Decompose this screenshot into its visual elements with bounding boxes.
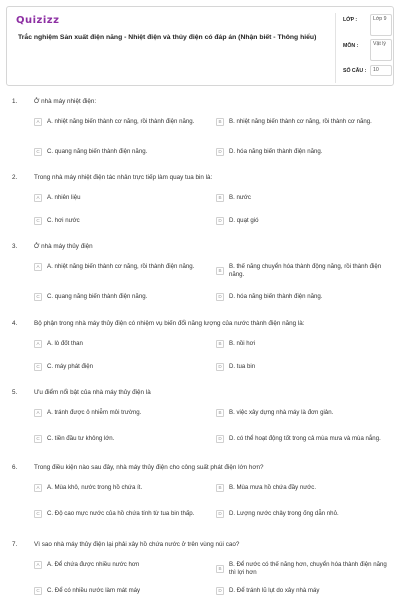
choice-text: C. quang năng biến thành điện năng.: [47, 148, 148, 156]
choice-letter-box: C: [34, 217, 42, 225]
choice-text: D. Để tránh lũ lụt do xây nhà máy: [229, 587, 320, 595]
choice-d[interactable]: [216, 217, 392, 225]
choice-b[interactable]: [216, 263, 392, 279]
question-number: 4.: [12, 320, 18, 327]
question-count-value: 10: [370, 65, 392, 76]
choice-letter-box: A: [34, 194, 42, 202]
choice-b[interactable]: [216, 340, 392, 348]
choice-text: D. quạt gió: [229, 217, 259, 225]
choice-letter-box: B: [216, 118, 224, 126]
question-number: 6.: [12, 464, 18, 471]
choice-letter-box: A: [34, 118, 42, 126]
choice-c[interactable]: [34, 510, 204, 518]
choice-text: A. Mùa khô, nước trong hồ chứa ít.: [47, 484, 143, 492]
choice-b[interactable]: [216, 561, 392, 577]
choice-letter-box: D: [216, 587, 224, 595]
choice-text: A. tránh được ô nhiễm môi trường.: [47, 409, 142, 417]
choice-letter-box: A: [34, 409, 42, 417]
question-count-label: SỐ CÂU :: [343, 68, 367, 74]
choice-text: C. Để có nhiều nước làm mát máy: [47, 587, 141, 595]
question-text: Ở nhà máy thủy điện: [34, 243, 93, 250]
choice-b[interactable]: [216, 409, 392, 417]
choice-a[interactable]: [34, 484, 204, 492]
choice-letter-box: C: [34, 435, 42, 443]
choice-letter-box: D: [216, 217, 224, 225]
choice-text: C. hơi nước: [47, 217, 80, 225]
choice-letter-box: D: [216, 148, 224, 156]
choice-a[interactable]: [34, 263, 204, 271]
choice-letter-box: D: [216, 510, 224, 518]
choice-c[interactable]: [34, 217, 204, 225]
choice-c[interactable]: [34, 363, 204, 371]
choice-a[interactable]: [34, 561, 204, 569]
choice-d[interactable]: [216, 148, 392, 156]
question-number: 3.: [12, 243, 18, 250]
choice-text: B. thế năng chuyển hóa thành động năng, rồi thành điện năng.: [229, 263, 382, 278]
choice-d[interactable]: [216, 435, 392, 443]
grade-label: LỚP :: [343, 17, 358, 23]
choice-letter-box: B: [216, 409, 224, 417]
choice-text: B. nước: [229, 194, 251, 202]
grade-value: Lớp 9: [370, 14, 392, 36]
choice-text: B. nồi hơi: [229, 340, 256, 348]
choice-text: D. hóa năng biến thành điện năng.: [229, 148, 323, 156]
subject-value: Vật lý: [370, 39, 392, 61]
choice-c[interactable]: [34, 435, 204, 443]
worksheet-header: [6, 6, 394, 86]
choice-b[interactable]: [216, 484, 392, 492]
question-text: Trong nhà máy nhiệt điện tác nhân trực tiếp làm quay tua bin là:: [34, 174, 213, 181]
choice-text: C. Độ cao mực nước của hồ chứa tính từ tua bin thấp.: [47, 510, 195, 518]
question-text: Ở nhà máy nhiệt điện:: [34, 98, 97, 105]
choice-c[interactable]: [34, 293, 204, 301]
choice-d[interactable]: [216, 363, 392, 371]
choice-letter-box: C: [34, 363, 42, 371]
choice-d[interactable]: [216, 293, 392, 301]
choice-text: A. lò đốt than: [47, 340, 83, 348]
question-number: 1.: [12, 98, 18, 105]
choice-a[interactable]: [34, 409, 204, 417]
quizizz-logo: Quizizz: [16, 15, 60, 26]
question-text: Trong điều kiện nào sau đây, nhà máy thủy điện cho công suất phát điện lớn hơn?: [34, 464, 264, 471]
choice-text: A. nhiệt năng biến thành cơ năng, rồi thành điện năng.: [47, 263, 195, 271]
choice-b[interactable]: [216, 118, 392, 126]
choice-text: C. máy phát điện: [47, 363, 94, 371]
choice-b[interactable]: [216, 194, 392, 202]
choice-text: D. tua bin: [229, 363, 256, 371]
choice-letter-box: C: [34, 148, 42, 156]
choice-text: A. Để chứa được nhiều nước hơn: [47, 561, 140, 569]
choice-c[interactable]: [34, 587, 204, 595]
choice-d[interactable]: [216, 587, 392, 595]
question-text: Vì sao nhà máy thủy điện lại phải xây hồ chứa nước ở trên vùng núi cao?: [34, 541, 240, 548]
choice-letter-box: D: [216, 435, 224, 443]
choice-c[interactable]: [34, 148, 204, 156]
choice-letter-box: D: [216, 363, 224, 371]
choice-letter-box: B: [216, 340, 224, 348]
choice-letter-box: A: [34, 561, 42, 569]
choice-text: C. tiền đầu tư không lớn.: [47, 435, 115, 443]
choice-letter-box: A: [34, 340, 42, 348]
choice-text: D. Lượng nước chảy trong ống dẫn nhỏ.: [229, 510, 339, 518]
choice-text: C. quang năng biến thành điện năng.: [47, 293, 148, 301]
question-text: Ưu điểm nổi bật của nhà máy thủy điện là: [34, 389, 151, 396]
choice-letter-box: D: [216, 293, 224, 301]
choice-text: B. Để nước có thế năng hơn, chuyển hóa thành điện năng thì lợi hơn: [229, 561, 387, 576]
subject-label: MÔN :: [343, 43, 359, 49]
header-divider: [335, 13, 336, 83]
choice-a[interactable]: [34, 340, 204, 348]
choice-a[interactable]: [34, 118, 204, 126]
question-number: 7.: [12, 541, 18, 548]
choice-text: B. nhiệt năng biến thành cơ năng, rồi thành cơ năng.: [229, 118, 372, 126]
choice-letter-box: A: [34, 484, 42, 492]
worksheet-title: Trắc nghiệm Sản xuất điện năng - Nhiệt điện và thủy điện có đáp án (Nhận biết - Thông hiểu): [18, 34, 317, 41]
choice-a[interactable]: [34, 194, 204, 202]
choice-text: D. hóa năng biến thành điện năng.: [229, 293, 323, 301]
question-number: 2.: [12, 174, 18, 181]
choice-letter-box: C: [34, 293, 42, 301]
choice-letter-box: B: [216, 194, 224, 202]
question-number: 5.: [12, 389, 18, 396]
choice-letter-box: C: [34, 587, 42, 595]
choice-text: A. nhiên liệu: [47, 194, 81, 202]
choice-text: D. có thể hoạt động tốt trong cả mùa mưa và mùa nắng.: [229, 435, 381, 443]
choice-letter-box: A: [34, 263, 42, 271]
choice-letter-box: B: [216, 565, 224, 573]
choice-text: B. việc xây dựng nhà máy là đơn giản.: [229, 409, 334, 417]
choice-letter-box: B: [216, 484, 224, 492]
question-text: Bộ phận trong nhà máy thủy điện có nhiệm vụ biến đổi năng lượng của nước thành điện năng là:: [34, 320, 305, 327]
choice-text: B. Mùa mưa hồ chứa đầy nước.: [229, 484, 317, 492]
choice-text: A. nhiệt năng biến thành cơ năng, rồi thành điện năng.: [47, 118, 195, 126]
choice-letter-box: B: [216, 267, 224, 275]
choice-d[interactable]: [216, 510, 392, 518]
choice-letter-box: C: [34, 510, 42, 518]
